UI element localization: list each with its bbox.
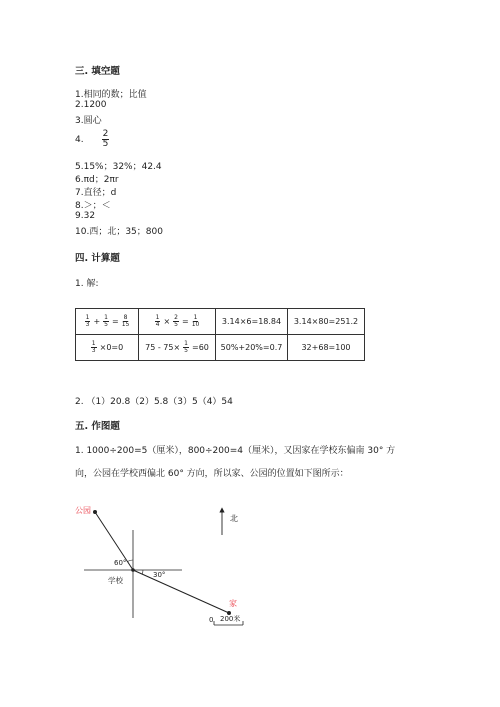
table-cell: $\frac{1}{3}$ + $\frac{1}{5}$ = $\frac{8}{15}$	[76, 309, 139, 335]
answer-9: 9.32	[75, 211, 96, 221]
answer-8: 8.＞；＜	[75, 201, 111, 211]
fraction-answer: $\frac{2}{5}$	[102, 129, 109, 149]
table-cell: 3.14×6=18.84	[216, 309, 288, 335]
angle-30-arc	[142, 570, 143, 575]
answer-7: 7.直径；d	[75, 188, 117, 198]
section4-title: 四. 计算题	[75, 253, 120, 264]
question-2-answer: 2. （1）20.8（2）5.8（3）5（4）54	[75, 397, 233, 407]
school-label: 学校	[108, 576, 123, 585]
answer-10: 10.西；北；35；800	[75, 227, 163, 237]
scale-distance-label: 200米	[220, 615, 241, 623]
explanation-line-2: 向，公园在学校西偏北 60° 方向，所以家、公园的位置如下图所示：	[75, 469, 349, 479]
answer-4: 4. $\frac{2}{5}$	[75, 129, 109, 149]
table-cell: $\frac{1}{3}$ ×0=0	[76, 335, 139, 361]
explanation-line-1: 1. 1000÷200=5（厘米），800÷200=4（厘米），又因家在学校东偏南 30° 方	[75, 446, 396, 456]
table-cell: $\frac{1}{4}$ × $\frac{2}{5}$ = $\frac{1}{10}$	[139, 309, 216, 335]
table-cell: 50%+20%=0.7	[216, 335, 288, 361]
home-label: 家	[229, 599, 237, 608]
table-cell: 32+68=100	[288, 335, 365, 361]
angle-30-label: 30°	[153, 571, 166, 579]
park-point	[93, 510, 97, 514]
north-label: 北	[230, 514, 238, 523]
angle-60-label: 60°	[114, 559, 127, 567]
home-direction-line	[133, 570, 229, 613]
answer-3: 3.圆心	[75, 116, 102, 126]
school-point	[131, 568, 135, 572]
section5-title: 五. 作图题	[75, 421, 120, 432]
answer-5: 5.15%；32%；42.4	[75, 162, 162, 172]
park-label: 公园	[75, 506, 91, 515]
answer-2: 2.1200	[75, 100, 107, 110]
scale-zero-label: 0	[209, 616, 214, 624]
table-cell: 75 - 75× $\frac{1}{5}$ =60	[139, 335, 216, 361]
answer-1: 1.相同的数；比值	[75, 90, 147, 100]
section3-title: 三. 填空题	[75, 66, 120, 77]
answer-6: 6.πd；2πr	[75, 175, 119, 185]
question-1-label: 1. 解:	[75, 279, 99, 289]
table-cell: 3.14×80=251.2	[288, 309, 365, 335]
angle-60-arc	[128, 560, 134, 562]
